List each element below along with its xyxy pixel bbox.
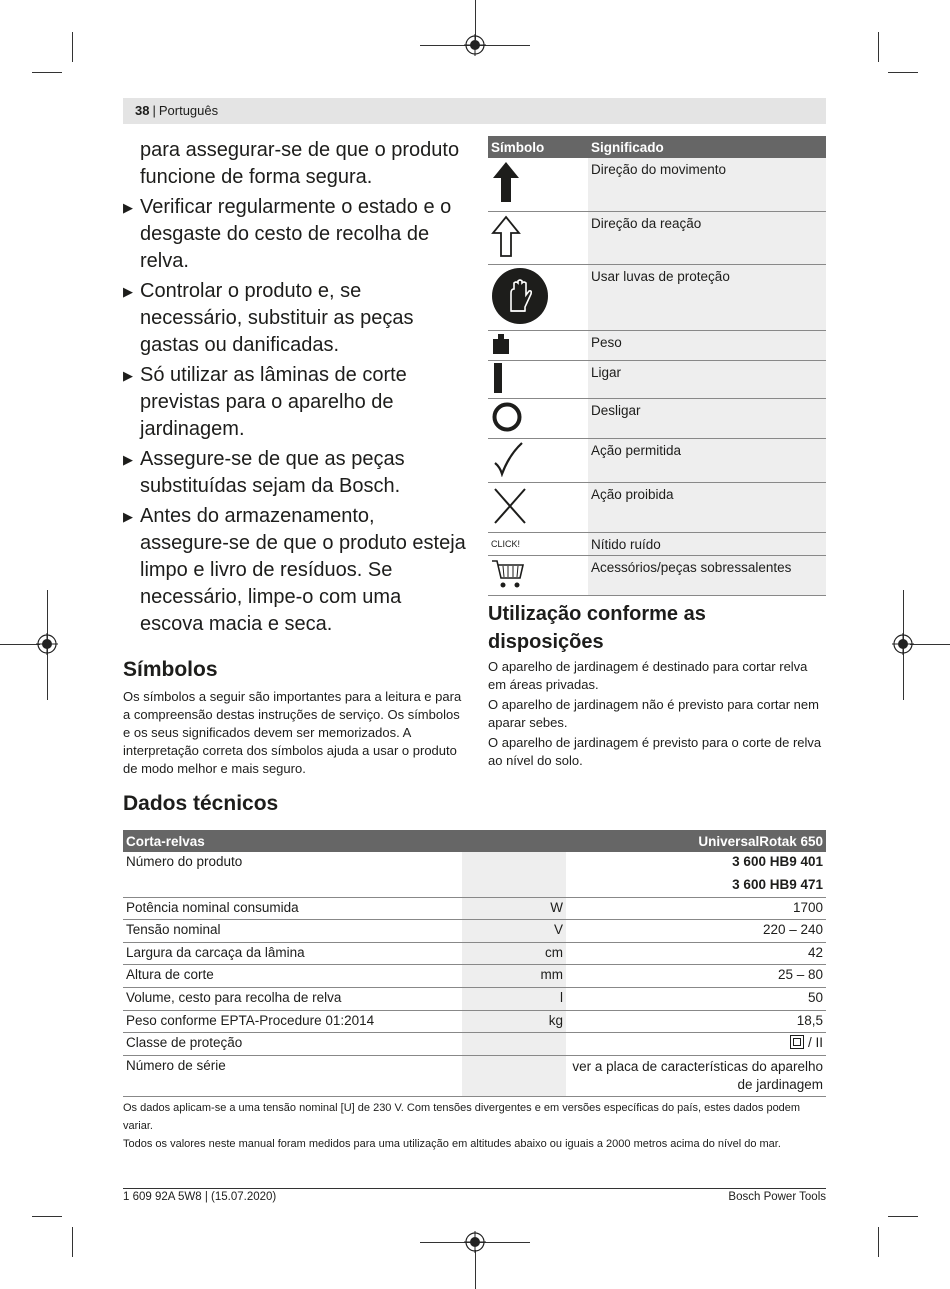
header-separator: | — [152, 103, 156, 118]
table-row: Acessórios/peças sobressalentes — [488, 555, 826, 595]
table-row: Largura da carcaça da lâmina cm 42 — [123, 942, 826, 965]
bullet-arrow-icon: ▶ — [123, 200, 133, 215]
table-row: CLICK! Nítido ruído — [488, 532, 826, 555]
safety-bullet-list — [123, 194, 468, 638]
meaning-column-header: Significado — [588, 136, 826, 158]
registration-mark-icon — [36, 633, 58, 655]
symbol-table — [488, 136, 826, 596]
table-row: Usar luvas de proteção — [488, 264, 826, 330]
power-off-icon — [491, 401, 523, 433]
continuation-text: para assegurar-se de que o produto funcione de forma segura. — [140, 139, 460, 188]
bullet-arrow-icon: ▶ — [123, 509, 133, 524]
table-row: Direção da reação — [488, 211, 826, 264]
arrow-up-outline-icon — [491, 214, 521, 258]
list-item: ▶ Só utilizar as lâminas de corte previstas para o aparelho de jardinagem. — [123, 364, 407, 440]
table-row: 3 600 HB9 471 — [123, 875, 826, 898]
symbols-heading: Símbolos — [123, 658, 218, 681]
table-row: Peso — [488, 330, 826, 360]
list-item: ▶ Antes do armazenamento, assegure-se de que o produto esteja limpo e livro de resíduos. Se necessário, limpe-o com uma escova macia e seca. — [123, 505, 466, 635]
footer-brand: Bosch Power Tools — [728, 1191, 826, 1203]
page-header — [123, 98, 826, 124]
list-item: ▶ Controlar o produto e, se necessário, substituir as peças gastas ou danificadas. — [123, 280, 414, 356]
tech-header-left: Corta-relvas — [123, 830, 566, 852]
table-row: Altura de corte mm 25 – 80 — [123, 965, 826, 988]
bullet-arrow-icon: ▶ — [123, 368, 133, 383]
list-item: ▶ Assegure-se de que as peças substituídas sejam da Bosch. — [123, 448, 405, 497]
registration-mark-icon — [892, 633, 914, 655]
weight-icon — [491, 333, 511, 355]
registration-mark-icon — [464, 1231, 486, 1253]
bullet-arrow-icon: ▶ — [123, 284, 133, 299]
bullet-arrow-icon: ▶ — [123, 452, 133, 467]
table-row: Classe de proteção / II — [123, 1033, 826, 1056]
tech-note: Os dados aplicam-se a uma tensão nominal [U] de 230 V. Com tensões divergentes e em versões específicas do país, estes dados podem variar. — [123, 1102, 801, 1132]
registration-mark-icon — [464, 34, 486, 56]
protective-gloves-icon — [491, 267, 549, 325]
arrow-up-filled-icon — [491, 160, 521, 204]
tech-data-table — [123, 830, 826, 1097]
table-row: Direção do movimento — [488, 158, 826, 211]
tech-notes — [123, 1099, 826, 1153]
table-row: Ligar — [488, 360, 826, 398]
power-on-icon — [491, 363, 505, 393]
left-column — [123, 137, 468, 778]
header-language: Português — [158, 103, 219, 118]
symbols-intro-text: Os símbolos a seguir são importantes para a leitura e para a compreensão destas instruções de serviço. Os símbolos e os seus significados devem ser memorizados. A interpretação correta dos símbolos ajuda a usar o produto de modo melhor e mais seguro. — [123, 689, 462, 776]
table-row: Número de série ver a placa de características do aparelho de jardinagem — [123, 1055, 826, 1096]
table-row: Tensão nominal V 220 – 240 — [123, 920, 826, 943]
table-row: Número do produto 3 600 HB9 401 — [123, 852, 826, 875]
click-text-icon: CLICK! — [491, 538, 521, 549]
list-item: ▶ Verificar regularmente o estado e o desgaste do cesto de recolha de relva. — [123, 196, 452, 272]
usage-paragraph: O aparelho de jardinagem não é previsto para cortar nem aparar sebes. — [488, 697, 819, 730]
table-row: Desligar — [488, 398, 826, 438]
cross-icon — [491, 485, 529, 525]
usage-paragraph: O aparelho de jardinagem é previsto para o corte de relva ao nível do solo. — [488, 735, 822, 768]
table-row: Peso conforme EPTA-Procedure 01:2014 kg 18,5 — [123, 1010, 826, 1033]
symbol-column-header: Símbolo — [488, 136, 588, 158]
table-row: Ação permitida — [488, 438, 826, 482]
footer-divider — [123, 1188, 826, 1189]
usage-heading: Utilização conforme as disposições — [488, 603, 706, 653]
protection-class-ii-icon — [790, 1035, 804, 1049]
tech-data-heading: Dados técnicos — [123, 792, 279, 815]
table-row: Potência nominal consumida W 1700 — [123, 897, 826, 920]
usage-section — [488, 600, 826, 770]
table-row: Volume, cesto para recolha de relva l 50 — [123, 988, 826, 1011]
checkmark-icon — [491, 441, 525, 477]
page-number: 38 — [135, 103, 150, 118]
table-row: Ação proibida — [488, 482, 826, 532]
usage-paragraph: O aparelho de jardinagem é destinado para cortar relva em áreas privadas. — [488, 659, 808, 692]
footer-doc-number: 1 609 92A 5W8 | (15.07.2020) — [123, 1191, 277, 1203]
tech-header-right: UniversalRotak 650 — [566, 830, 826, 852]
tech-note: Todos os valores neste manual foram medidos para uma utilização em altitudes abaixo ou iguais a 2000 metros acima do nível do mar. — [123, 1138, 781, 1150]
shopping-cart-icon — [491, 558, 525, 590]
